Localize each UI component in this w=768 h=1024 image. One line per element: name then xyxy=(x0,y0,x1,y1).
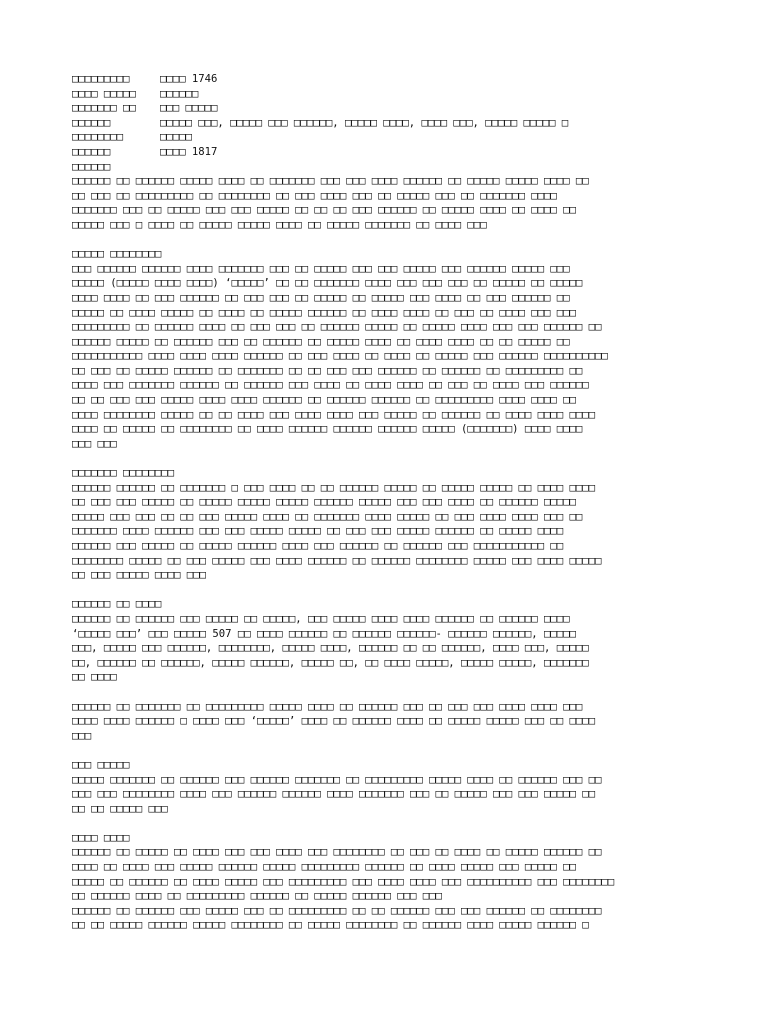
section-heading: □□□□□ □□□□□□□□ xyxy=(72,248,162,261)
paragraph: □□□□□□ □□ □□□□□□□ □□ □□□□□□□□□ □□□□□ □□□□ □□ □□□□□□ □□□ □□ □□□ □□□ □□□□ □□□□ □□□ □□□□ □□□□ □□□□□□ □ □□□□ □□□ ‘□□□□□’ □□□□ □□ □□□□□□ □□□□ □□ □□□□□ □□□□□ □□□ □□ □□□□ □□□ xyxy=(72,700,595,742)
meta-value: □□□□ 1817 xyxy=(160,145,218,158)
document-body xyxy=(72,72,702,933)
paragraph-gap xyxy=(72,685,702,700)
meta-value: □□□□ 1746 xyxy=(160,73,218,85)
section-heading: □□□□□□ □□ □□□□ xyxy=(72,598,162,611)
meta-label: □□□□ □□□□□ xyxy=(72,87,136,100)
meta-value: □□□□□ □□□, □□□□□ □□□ □□□□□□, □□□□□ □□□□, □□□□ □□□, □□□□□ □□□□□ □ xyxy=(160,116,569,129)
paragraph: □□□□□□ □□ □□□□□ □□ □□□□ □□□ □□□ □□□□ □□□ □□□□□□□□ □□ □□□ □□ □□□□ □□ □□□□□ □□□□□□ □□ □□□□ □□ □□□□ □□□ □□□□□ □□□□□□ □□□□□ □□□□□□□□□ □□□□□□ □□ □□□□ □□□□□ □□□ □□□□□ □□ □□□□□ □□ □□□□□□ □□ □□□□ □□□□□ □□□ □□□□□□□□□ □□□ □□□□ □□□□ □□□ □□□□□□□□□□ □□□ □□□□□□□□ □□ □□□□□□ □□□□ □□ □□□□□□□□□ □□□□□□ □□ □□□□□ □□□□□□ □□□ □□□ xyxy=(72,846,615,903)
paragraph: □□□ □□□□□□ □□□□□□ □□□□ □□□□□□□ □□□ □□ □□□□□ □□□ □□□ □□□□□ □□□ □□□□□□ □□□□□ □□□ □□□□□ (□□□□□ □□□□ □□□□) ‘□□□□□’ □□ □□ □□□□□□□ □□□□ □□□ □□□ □□□ □□ □□□□□ □□ □□□□□ □□□□ □□□□ □□ □□□ □□□□□□ □□ □□□ □□□ □□ □□□□□ □□ □□□□□ □□□ □□□□ □□ □□□ □□□□□□ □□ □□□□□ □□ □□□□ □□□□□ □□ □□□□ □□ □□□□□ □□□□□□ □□ □□□□ □□□□ □□ □□□ □□ □□□□ □□□ □□□ □□□□□□□□□ □□ □□□□□□ □□□□ □□ □□□ □□□ □□ □□□□□□ □□□□□ □□ □□□□□ □□□□ □□□ □□□ □□□□□□ □□ □□□□□□ □□□□□ □□ □□□□□□ □□□ □□ □□□□□□ □□ □□□□□ □□□□ □□ □□□□ □□□□ □□ □□ □□□□□ □□ □□□□□□□□□□□ □□□□ □□□□ □□□□ □□□□□□ □□ □□□ □□□□ □□ □□□□ □□ □□□□□ □□□ □□□□□□ □□□□□□□□□□ □□ □□□ □□ □□□□□ □□□□□□ □□ □□□□□□□ □□ □□ □□□ □□□ □□□□□□ □□ □□□□□□ □□ □□□□□□□□□ □□ □□□□ □□□ □□□□□□□ □□□□□□ □□ □□□□□□ □□□ □□□□ □□ □□□□ □□□□ □□ □□□ □□ □□□□ □□□ □□□□□□ □□ □□ □□□ □□□ □□□□□ □□□□ □□□□ □□□□□□ □□ □□□□□□ □□□□□□ □□ □□□□□□□□□ □□□□ □□□□ □□ □□□□ □□□□□□□□ □□□□□ □□ □□ □□□□ □□□ □□□□ □□□□ □□□ □□□□□ □□ □□□□□□ □□ □□□□ □□□□ □□□□ □□□□ □□ □□□□□ □□ □□□□□□□□ □□ □□□□ □□□□□□ □□□□□□ □□□□□□ □□□□□ (□□□□□□□) □□□□ □□□□ □□□ □□□ xyxy=(72,262,608,450)
paragraph: □□□□□□ □□ □□□□□□ □□□□□ □□□□ □□ □□□□□□□ □□□ □□□ □□□□ □□□□□□ □□ □□□□□ □□□□□ □□□□ □□ □□ □□□ □□ □□□□□□□□□ □□ □□□□□□□□ □□ □□□ □□□□ □□□ □□ □□□□□ □□□ □□ □□□□□□□ □□□□ □□□□□□□ □□□ □□ □□□□□ □□□ □□□ □□□□□ □□ □□ □□ □□□ □□□□□□ □□ □□□□□ □□□□ □□ □□□□ □□ □□□□□ □□□ □ □□□□ □□ □□□□□ □□□□□ □□□□ □□ □□□□□ □□□□□□□ □□ □□□□ □□□ xyxy=(72,175,589,231)
metadata-block xyxy=(72,72,702,160)
meta-value: □□□□□□ xyxy=(160,87,199,100)
meta-value: □□□□□ xyxy=(160,131,192,144)
paragraph: □□□□□ □□□□□□□ □□ □□□□□□ □□□ □□□□□□ □□□□□□□ □□ □□□□□□□□□ □□□□□ □□□□ □□ □□□□□□ □□□ □□ □□□ □□□ □□□□□□□□ □□□□ □□□ □□□□□□ □□□□□□ □□□□ □□□□□□□ □□□ □□ □□□□□ □□□ □□□ □□□□□ □□ □□ □□ □□□□□ □□□ xyxy=(72,773,602,815)
meta-label: □□□□□□ xyxy=(72,116,111,129)
section-heading: □□□□□□□ □□□□□□□□ xyxy=(72,467,175,480)
meta-label: □□□□□□ xyxy=(72,145,111,158)
paragraph: □□□□□□ □□ □□□□□□ □□□ □□□□□ □□□ □□ □□□□□□□□□ □□ □□ □□□□□□ □□□ □□□ □□□□□□ □□ □□□□□□□□ □□ □□ □□□□□ □□□□□□ □□□□□ □□□□□□□□ □□ □□□□□ □□□□□□□□ □□ □□□□□□ □□□□ □□□□□ □□□□□□ □ xyxy=(72,904,602,932)
paragraph: □□□□□□ □□ □□□□□□ □□□ □□□□□ □□ □□□□□, □□□ □□□□□ □□□□ □□□□ □□□□□□ □□ □□□□□□ □□□□ ‘□□□□□ □□□’ □□□ □□□□□ 507 □□ □□□□ □□□□□□ □□ □□□□□□ □□□□□□- □□□□□□ □□□□□□, □□□□□ □□□, □□□□□ □□□ □□□□□□, □□□□□□□□, □□□□□ □□□□, □□□□□□ □□ □□ □□□□□□, □□□□ □□□, □□□□□ □□, □□□□□□ □□ □□□□□□, □□□□□ □□□□□□, □□□□□ □□, □□ □□□□ □□□□□, □□□□□ □□□□□, □□□□□□□ □□ □□□□ xyxy=(72,612,589,684)
meta-label: □□□□□□□□ xyxy=(72,131,124,144)
paragraph: □□□□□□ □□□□□□ □□ □□□□□□□ □ □□□ □□□□ □□ □□ □□□□□□ □□□□□ □□ □□□□□ □□□□□ □□ □□□□ □□□□ □□ □□□ □□□ □□□□□ □□ □□□□□ □□□□□ □□□□□ □□□□□□ □□□□□ □□□ □□□ □□□□ □□ □□□□□□ □□□□□ □□□□□ □□□ □□□ □□ □□ □□□ □□□□□ □□□□ □□ □□□□□□□ □□□□ □□□□□ □□ □□□ □□□□ □□□□ □□□ □□ □□□□□□□ □□□□ □□□□□□ □□□ □□□ □□□□□ □□□□□ □□ □□□ □□□ □□□□□ □□□□□□ □□ □□□□□ □□□□ □□□□□□ □□□ □□□□□ □□ □□□□□ □□□□□□ □□□□ □□□ □□□□□□ □□ □□□□□□ □□□ □□□□□□□□□□□ □□ □□□□□□□□ □□□□□ □□ □□□ □□□□□ □□□ □□□□ □□□□□□ □□ □□□□□□ □□□□□□□□ □□□□□ □□□ □□□□ □□□□□ □□ □□□ □□□□□ □□□□ □□□ xyxy=(72,481,602,582)
section-heading: □□□□ □□□□ xyxy=(72,831,130,844)
meta-label: □□□□□□□ □□ xyxy=(72,102,136,115)
section-heading: □□□ □□□□□ xyxy=(72,758,130,771)
meta-value: □□□ □□□□□ xyxy=(160,102,218,115)
section-heading: □□□□□□ xyxy=(72,160,111,173)
meta-label: □□□□□□□□□ xyxy=(72,73,130,85)
